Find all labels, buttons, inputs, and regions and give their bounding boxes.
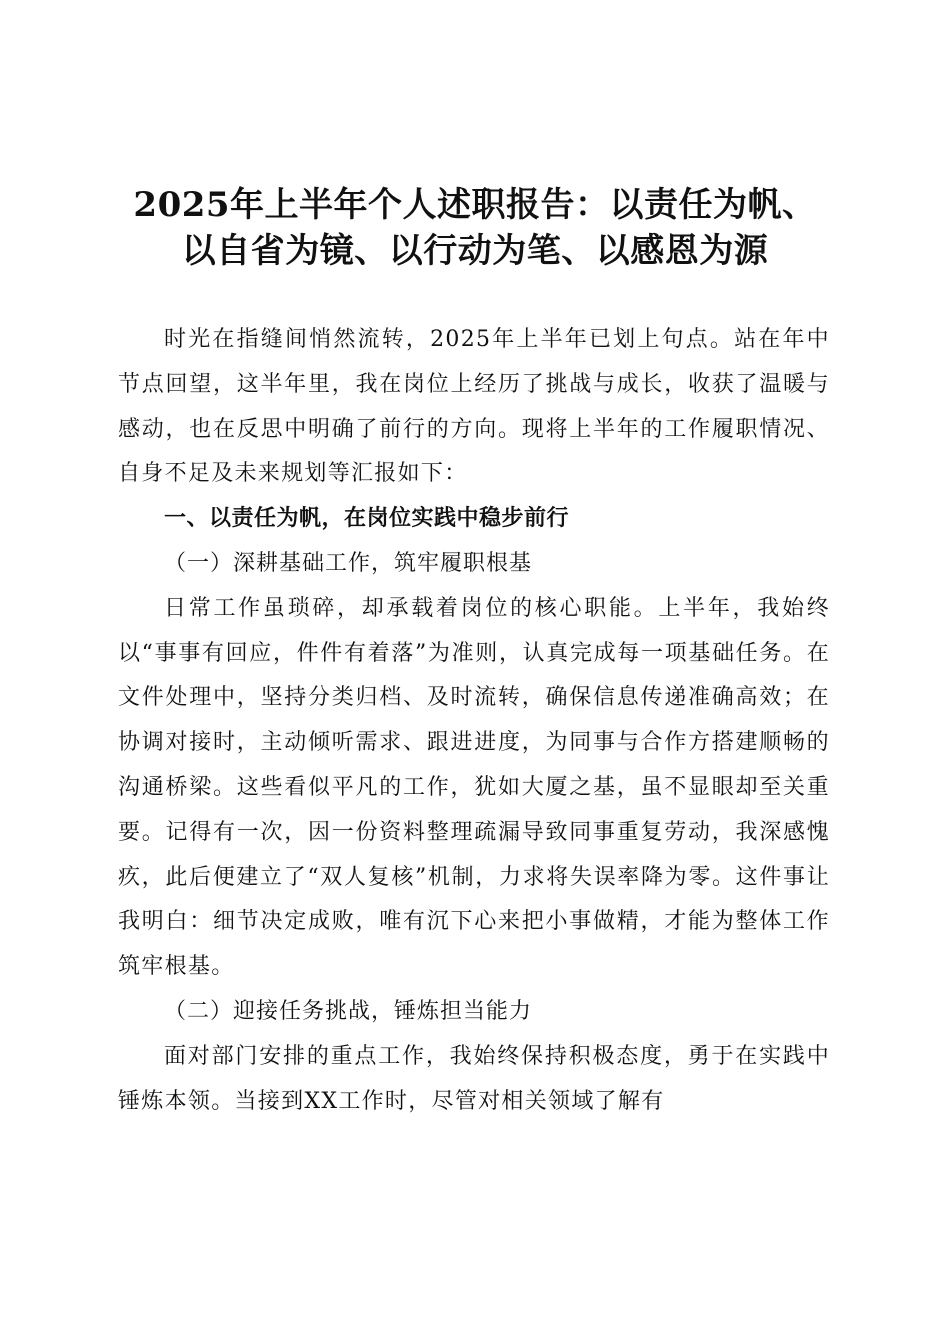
subsection-1-heading: （一）深耕基础工作，筑牢履职根基 [164,550,533,576]
intro-paragraph: 时光在指缝间悄然流转，2025年上半年已划上句点。站在年中节点回望，这半年里，我在岗位上经历了挑战与成长，收获了温暖与感动，也在反思中明确了前行的方向。现将上半年的工作履职情况、自身不足及未来规划等汇报如下： [118,327,830,487]
subsection-1-paragraph: 日常工作虽琐碎，却承载着岗位的核心职能。上半年，我始终以“事事有回应，件件有着落”为准则，认真完成每一项基础任务。在文件处理中，坚持分类归档、及时流转，确保信息传递准确高效；在协调对接时，主动倾听需求、跟进进度，为同事与合作方搭建顺畅的沟通桥梁。这些看似平凡的工作，犹如大厦之基，虽不显眼却至关重要。记得有一次，因一份资料整理疏漏导致同事重复劳动，我深感愧疚，此后便建立了“双人复核”机制，力求将失误率降为零。这件事让我明白：细节决定成败，唯有沉下心来把小事做精，才能为整体工作筑牢根基。 [118,595,830,980]
document-body [118,318,830,1124]
section-1-heading: 一、以责任为帆，在岗位实践中稳步前行 [164,506,570,532]
subsection-2-heading: （二）迎接任务挑战，锤炼担当能力 [164,998,533,1024]
subsection-2-paragraph: 面对部门安排的重点工作，我始终保持积极态度，勇于在实践中锤炼本领。当接到XX工作时，尽管对相关领域了解有 [118,1043,830,1114]
document-title-line-1: 2025年上半年个人述职报告：以责任为帆、 [133,185,817,225]
document-title-line-2: 以自省为镜、以行动为笔、以感恩为源 [181,231,769,271]
